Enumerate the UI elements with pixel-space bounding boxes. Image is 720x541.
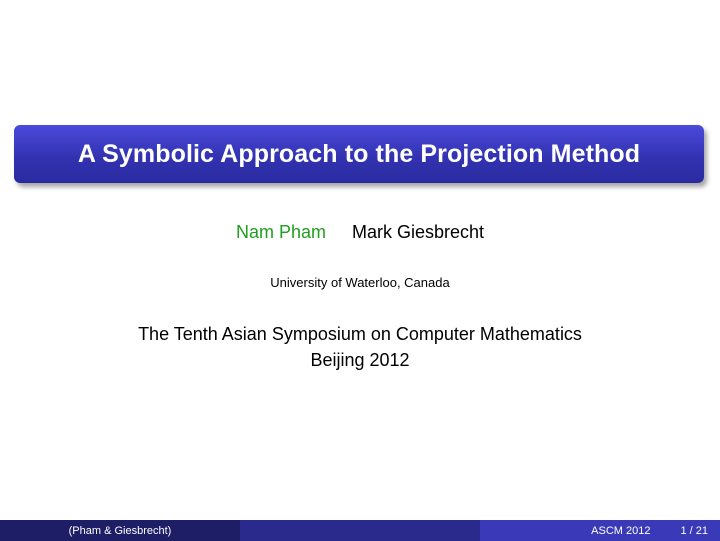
footer-bar (0, 520, 720, 541)
author-list (0, 222, 720, 243)
title-block (14, 125, 704, 183)
presenter-name: Nam Pham (235, 222, 326, 242)
footer-page-number: 1 / 21 (680, 524, 708, 537)
event-info (0, 321, 720, 373)
slide-title: A Symbolic Approach to the Projection Method (77, 139, 641, 168)
event-location-year: Beijing 2012 (310, 350, 410, 370)
affiliation: University of Waterloo, Canada (270, 275, 450, 290)
footer-title-section (240, 520, 480, 541)
footer-info (480, 520, 720, 541)
footer-authors (0, 520, 240, 541)
coauthor-name: Mark Giesbrecht (351, 222, 485, 242)
event-name: The Tenth Asian Symposium on Computer Mathematics (138, 324, 582, 344)
footer-authors-text: (Pham & Giesbrecht) (68, 524, 172, 537)
footer-conference: ASCM 2012 (591, 524, 651, 537)
